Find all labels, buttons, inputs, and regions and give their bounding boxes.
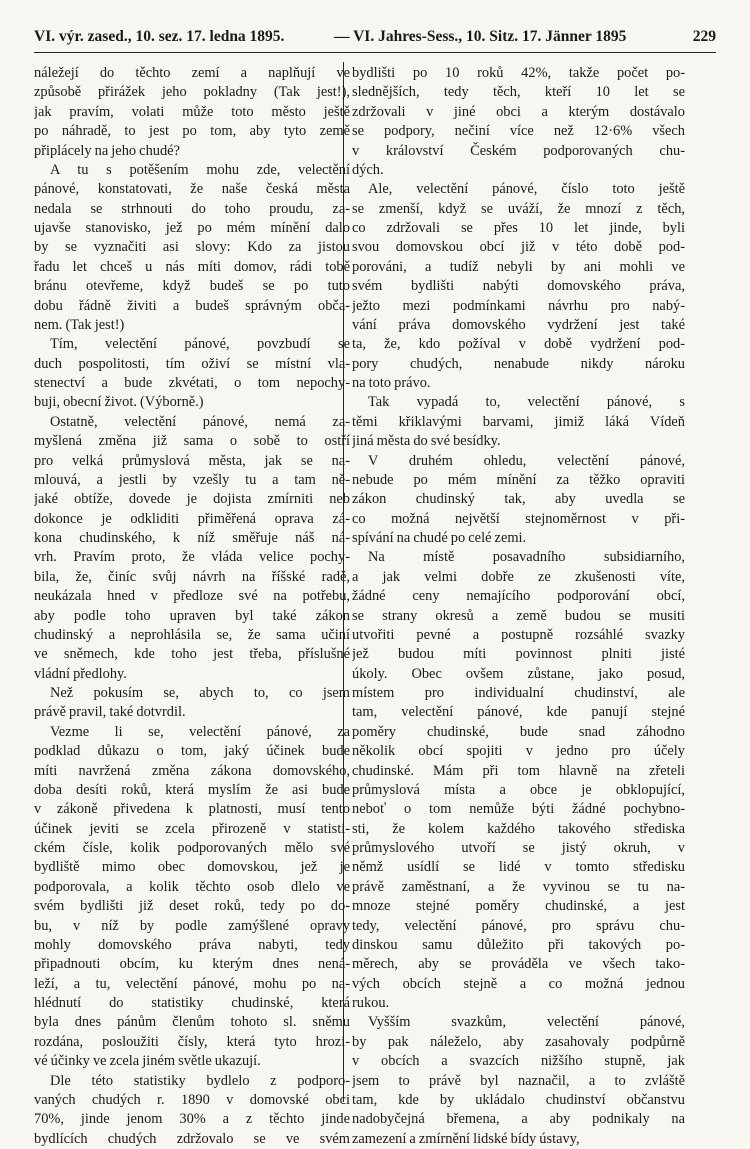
text-line: měrech, aby se prováděla ve všech tako- xyxy=(352,956,685,973)
text-line: se zmenší, když se uváží, že mnozí z těch, xyxy=(352,200,685,217)
text-line: pory chudých, nenabude nikdy nároku xyxy=(352,355,685,372)
text-line: leží, a tu, velectění pánové, mohu po na- xyxy=(34,975,350,992)
text-line: v království Českém podporovaných chu- xyxy=(352,142,685,159)
text-line: by se vyznačiti asi slovy: Kdo za jistou xyxy=(34,239,350,256)
text-line: bydlišti po 10 roků 42%, takže počet po- xyxy=(352,65,685,81)
text-line: se podpory, nečiní více než 12·6% všech xyxy=(352,123,685,140)
text-line: několik obcí spojiti v jedno pro účely xyxy=(352,743,685,760)
text-line: vládní předlohy. xyxy=(34,665,127,682)
text-line: doba desíti roků, která myslím že asi bude xyxy=(34,781,350,798)
text-line: Tím, velectění pánové, povzbudí se xyxy=(50,336,350,353)
text-line: rozdána, posloužiti čísly, která tyto hrozi- xyxy=(34,1033,350,1050)
text-line: svém bydlišti již deset roků, tedy po do- xyxy=(34,898,350,915)
text-line: co možná největší stejnoměrnost v při- xyxy=(352,510,685,527)
text-line: utvořiti pevné a postupně rozsáhlé svazky xyxy=(352,626,685,643)
text-line: jaké obtíže, dovede je dojista zmírniti neb xyxy=(34,491,350,508)
text-line: ježto mezi podmínkami návrhu pro nabý- xyxy=(352,297,685,314)
text-line: Ostatně, velectění pánové, nemá za- xyxy=(50,413,350,430)
text-line: neboť o tom nemůže býti žádné pochybno- xyxy=(352,801,685,818)
text-line: Dle této statistiky bydlelo z podporo- xyxy=(50,1072,350,1089)
text-line: mlouvá, a jestli by vzešly tu a tam ně- xyxy=(34,471,350,488)
text-line: by pak náleželo, aby zasahovaly podpůrně xyxy=(352,1033,685,1050)
text-line: pro velká průmyslová města, jak se na- xyxy=(34,452,350,469)
text-line: tedy, velectění pánové, pro správu chu- xyxy=(352,917,685,934)
text-line: Ale, velectění pánové, číslo toto ještě xyxy=(368,181,685,198)
text-line: poměry chudinské, bude snad záhodno xyxy=(352,723,685,740)
text-line: v zákoně přivedena k platnosti, musí tento xyxy=(34,801,350,818)
header-left: VI. výr. zased., 10. sez. 17. ledna 1895. xyxy=(34,28,285,45)
text-line: Tak vypadá to, velectění pánové, s xyxy=(368,394,685,411)
text-line: dobu řádně živiti a budeš správným obča- xyxy=(34,297,350,314)
text-line: chudinské. Mám při tom hlavně na zřeteli xyxy=(352,762,685,779)
text-line: němž usídlí se lidé v tomto středisku xyxy=(352,859,685,876)
text-line: svém bydlišti nabýti domovského práva, xyxy=(352,278,685,295)
text-line: žádné ceny nemajícího podporování obcí, xyxy=(352,588,685,605)
text-line: aby podle toho upraven byl také zákon xyxy=(34,607,350,624)
text-line: bránu otevřeme, když budeš se po tuto xyxy=(34,278,350,295)
text-line: způsobě přirážek jeho pokladny (Tak jest!), xyxy=(34,84,350,101)
text-line: ckém čísle, kolik podporovaných mělo své xyxy=(34,840,350,856)
text-line: sti, že kolem každého takového střediska xyxy=(352,820,685,837)
text-line: tam, kde by ukládalo chudinství občanstvu xyxy=(352,1091,685,1108)
text-line: pánové, konstatovati, že naše česká města xyxy=(34,181,350,198)
text-line: A tu s potěšením mohu zde, velectění xyxy=(50,161,350,178)
text-line: právě zaměstnaní, a že vyvinou se tu na- xyxy=(352,878,685,895)
text-line: chudinský a neprohlásila se, že sama učiní xyxy=(34,626,350,643)
text-line: neukázala hned v předloze své na potřebu, xyxy=(34,588,350,605)
text-line: účinek jeviti se zcela přirozeně v statisti- xyxy=(34,820,350,837)
text-line: nadobyčejná břemena, a aby podnikaly na xyxy=(352,1111,685,1128)
text-line: zdržovali v jiné obci a kterým dostávalo xyxy=(352,103,685,120)
text-line: právě pravil, také dotvrdil. xyxy=(34,704,186,721)
text-line: připadnouti obcím, ku kterým dnes nená- xyxy=(34,956,350,973)
text-line: průmyslová místa a obce je obklopující, xyxy=(352,781,685,798)
text-line: svou domovskou obcí již v této době pod- xyxy=(352,239,685,256)
text-line: po náhradě, to jest po tom, aby tyto země xyxy=(34,123,350,140)
text-line: buji, obecní život. (Výborně.) xyxy=(34,394,204,411)
text-line: vaných chudých r. 1890 v domovské obci xyxy=(34,1091,350,1108)
text-line: nedala se strhnouti do toho proudu, za- xyxy=(34,200,350,217)
text-line: řadu let chceš u nás míti domov, rádi tobě xyxy=(34,258,350,275)
text-line: stenectví a bude zkvétati, o tom nepochy- xyxy=(34,375,350,391)
text-line: úkoly. Obec ovšem zůstane, jako posud, xyxy=(352,665,685,682)
text-line: průmyslového utvoří se jistý okruh, v xyxy=(352,840,685,856)
text-line: kona chudinského, k níž směřuje náš ná- xyxy=(34,530,350,546)
text-line: Než pokusím se, abych to, co jsem xyxy=(50,685,350,701)
text-line: na toto právo. xyxy=(352,375,431,391)
text-line: byla dnes pánům členům tohoto sl. sněmu xyxy=(34,1014,350,1031)
text-line: vání práva domovského vydržení jest také xyxy=(352,316,685,333)
text-line: zamezení a zmírnění lidské bídy ústavy, xyxy=(352,1130,580,1147)
text-line: podporovala, a kolik těchto osob dlelo ve xyxy=(34,878,350,895)
text-line: hlédnutí do statistiky chudinské, která xyxy=(34,995,350,1011)
text-line: bydliště mimo obec domovskou, jež je xyxy=(34,859,350,876)
text-line: vé účinky ve zcela jiném světle ukazují. xyxy=(34,1053,261,1070)
text-line: připlácely na jeho chudé? xyxy=(34,142,180,159)
text-line: porováni, a tudíž nebyli by ani mohli ve xyxy=(352,258,685,275)
text-line: co zdržovali se přes 10 let jinde, byli xyxy=(352,220,685,236)
text-line: v obcích a svazcích nižšího stupně, jak xyxy=(352,1053,685,1070)
text-line: slednějších, tedy těch, kteří 10 let se xyxy=(352,84,685,101)
text-line: mohly domovského práva nabyti, tedy xyxy=(34,936,350,953)
text-line: vých obcích stejně a co možná jednou xyxy=(352,975,685,992)
text-line: bydlících chudých zdržovalo se ve svém xyxy=(34,1130,350,1147)
text-line: nebude po mém mínění za těžko opraviti xyxy=(352,471,685,488)
text-line: jež budou míti povinnost plniti jisté xyxy=(352,646,685,663)
text-line: vrh. Pravím proto, že vláda velice pochy- xyxy=(34,549,350,566)
running-header xyxy=(34,28,716,50)
text-line: ta, že, kdo požíval v době vydržení pod- xyxy=(352,336,685,353)
right-column xyxy=(352,64,685,1149)
page-number: 229 xyxy=(692,28,716,45)
text-line: se strany okresů a země budou se musiti xyxy=(352,607,685,624)
text-line: a jak velmi dobře ze zkušenosti víte, xyxy=(352,568,685,585)
text-line: 70%, jinde jenom 30% a z těchto jinde xyxy=(34,1111,350,1128)
text-line: Vezme li se, velectění pánové, za xyxy=(50,723,350,740)
text-line: duch pospolitosti, tím oživí se místní vla- xyxy=(34,355,350,372)
text-line: podklad důkazu o tom, jaký účinek bude xyxy=(34,743,350,760)
text-line: ve sněmech, kde toho jest třeba, příslušné xyxy=(34,646,350,663)
text-line: nem. (Tak jest!) xyxy=(34,316,125,333)
header-center: — VI. Jahres-Sess., 10. Sitz. 17. Jänner 1895 xyxy=(334,28,627,45)
text-line: těmi křiklavými barvami, jimiž láká Vídeň xyxy=(352,413,685,430)
text-line: Na místě posavadního subsidiarního, xyxy=(368,549,685,566)
text-line: spívání na chudé po celé zemi. xyxy=(352,530,527,546)
text-line: místem pro individualní chudinství, ale xyxy=(352,685,685,701)
text-line: zákon chudinský tak, aby uvedla se xyxy=(352,491,685,508)
text-line: ujavše stanovisko, jež po mém mínění dalo xyxy=(34,220,350,236)
text-line: mnoze stejné poměry chudinské, a jest xyxy=(352,898,685,915)
text-line: bu, v níž by podle zamýšlené opravy xyxy=(34,917,350,934)
text-line: jiná města do své besídky. xyxy=(352,433,501,450)
text-line: dokonce je odkliditi přiměřená oprava zá- xyxy=(34,510,350,527)
text-line: myšlená změna již sama o sobě to ostří xyxy=(34,433,350,450)
text-line: bila, že, činíc svůj návrh na říšské radě, xyxy=(34,568,350,585)
text-line: jak pravím, volati může toto město ještě xyxy=(34,103,350,120)
text-line: náležejí do těchto zemí a naplňují ve xyxy=(34,65,350,81)
text-line: dinskou samu důležito při takových po- xyxy=(352,936,685,953)
header-rule xyxy=(34,52,716,53)
left-column xyxy=(34,64,350,1149)
text-line: Vyšším svazkům, velectění pánové, xyxy=(368,1014,685,1031)
text-line: rukou. xyxy=(352,995,390,1011)
text-line: míti navržená změna zákona domovského, xyxy=(34,762,350,779)
text-line: dých. xyxy=(352,161,384,178)
text-line: jsem to právě byl naznačil, a to zvláště xyxy=(352,1072,685,1089)
text-line: tam, velectění pánové, kde panují stejné xyxy=(352,704,685,721)
text-line: V druhém ohledu, velectění pánové, xyxy=(368,452,685,469)
